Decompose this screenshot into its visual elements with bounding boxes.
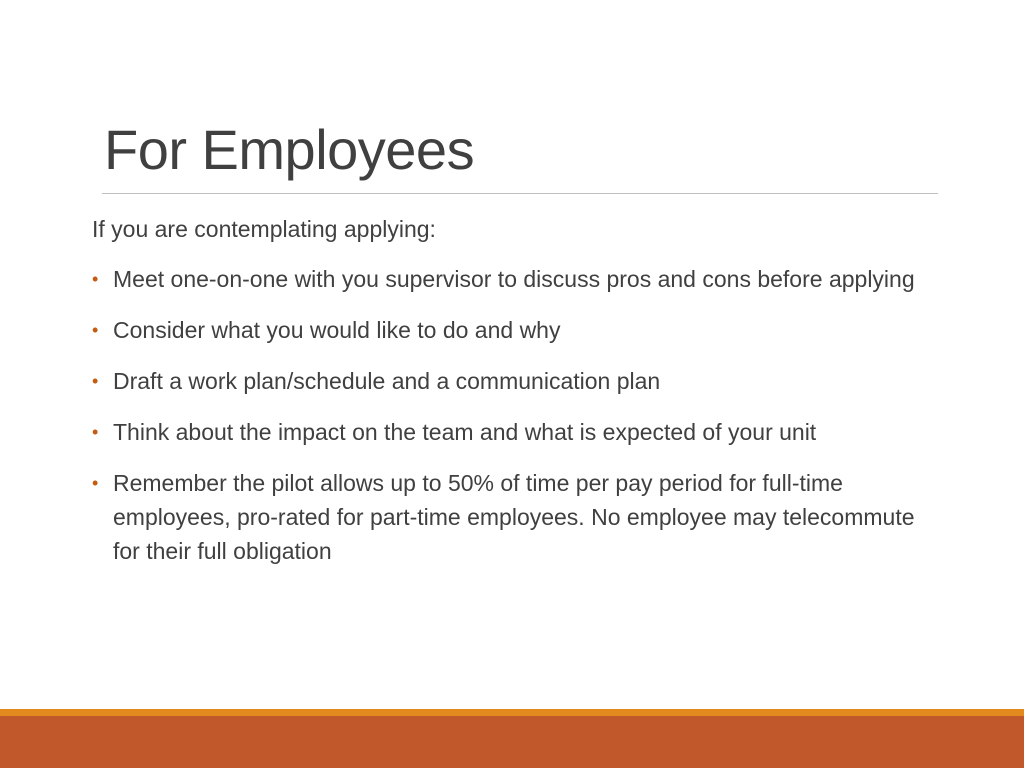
bullet-text: Meet one-on-one with you supervisor to discuss pros and cons before applying: [113, 266, 915, 292]
list-item: [92, 466, 942, 568]
bullet-text: Consider what you would like to do and why: [113, 317, 561, 343]
slide-title: For Employees: [104, 118, 475, 181]
intro-text: If you are contemplating applying:: [92, 216, 436, 242]
list-item: [92, 364, 942, 398]
bullet-text: Think about the impact on the team and what is expected of your unit: [113, 419, 817, 445]
bullet-icon: •: [92, 269, 99, 289]
bullet-icon: •: [92, 371, 99, 391]
bullet-icon: •: [92, 422, 99, 442]
footer-accent-stripe: [0, 709, 1024, 716]
bullet-icon: •: [92, 473, 99, 493]
bullet-text: Draft a work plan/schedule and a communication plan: [113, 368, 661, 394]
footer-bar: [0, 716, 1024, 768]
title-divider: [102, 193, 938, 194]
bullet-list: [92, 262, 942, 568]
bullet-text: Remember the pilot allows up to 50% of time per pay period for full-time employees, pro-rated for part-time employees. No employee may telecommute for their full obligation: [113, 470, 915, 564]
bullet-icon: •: [92, 320, 99, 340]
list-item: [92, 313, 942, 347]
list-item: [92, 415, 942, 449]
list-item: [92, 262, 942, 296]
slide-content: [92, 212, 942, 585]
